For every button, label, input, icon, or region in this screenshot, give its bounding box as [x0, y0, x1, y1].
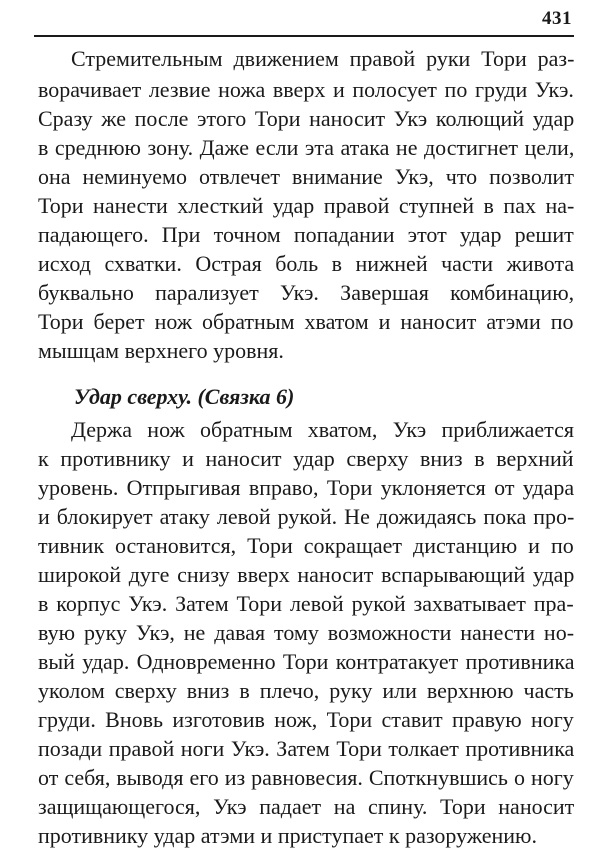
text-line: в корпус Укэ. Затем Тори левой рукой захватывает пра-: [38, 591, 574, 616]
text-line: защищающегося, Укэ падает на спину. Тори наносит: [38, 794, 575, 819]
text-line: буквально парализует Укэ. Завершая комбинацию,: [38, 280, 575, 305]
text-line: от себя, выводя его из равновесия. Споткнувшись о ногу: [38, 765, 574, 790]
text-line: Тори нанести хлесткий удар правой ступней в пах на-: [38, 193, 575, 218]
text-line: ворачивает лезвие ножа вверх и полосует по груди Укэ.: [38, 77, 574, 102]
text-line: и блокирует атаку левой рукой. Не дожидаясь пока про-: [38, 504, 575, 529]
text-line: в среднюю зону. Даже если эта атака не достигнет цели,: [38, 135, 575, 160]
text-line: вый удар. Одновременно Тори контратакует противника: [38, 649, 575, 674]
text-line: мышцам верхнего уровня.: [38, 338, 284, 363]
text-line: Сразу же после этого Тори наносит Укэ колющий удар: [38, 106, 575, 131]
text-line: груди. Вновь изготовив нож, Тори ставит правую ногу: [38, 707, 574, 732]
text-line: Стремительным движением правой руки Тори раз-: [71, 46, 575, 71]
text-line: к противнику и наносит удар сверху вниз в верхний: [38, 446, 574, 471]
text-line: исход схватки. Острая боль в нижней части живота: [38, 251, 575, 276]
text-line: уколом сверху вниз в плечо, руку или верхнюю часть: [38, 678, 574, 703]
text-line: уровень. Отпрыгивая вправо, Тори уклоняется от удара: [38, 475, 575, 500]
text-line: Держа нож обратным хватом, Укэ приближается: [71, 417, 574, 442]
header-rule: [34, 35, 574, 37]
text-line: широкой дуге снизу вверх наносит вспарывающий удар: [38, 562, 575, 587]
text-line: позади правой ноги Укэ. Затем Тори толкает противника: [38, 736, 575, 761]
text-line: вую руку Укэ, не давая тому возможности нанести но-: [38, 620, 575, 645]
text-line: Тори берет нож обратным хватом и наносит атэми по: [38, 309, 574, 334]
text-line: падающего. При точном попадании этот удар решит: [38, 222, 574, 247]
text-line: тивник остановится, Тори сокращает дистанцию и по: [38, 533, 574, 558]
section-heading: Удар сверху. (Связка 6): [74, 384, 295, 409]
page-number: 431: [542, 8, 572, 29]
text-line: она неминуемо отвлечет внимание Укэ, что позволит: [38, 164, 574, 189]
text-line: противнику удар атэми и приступает к разоружению.: [38, 823, 537, 848]
